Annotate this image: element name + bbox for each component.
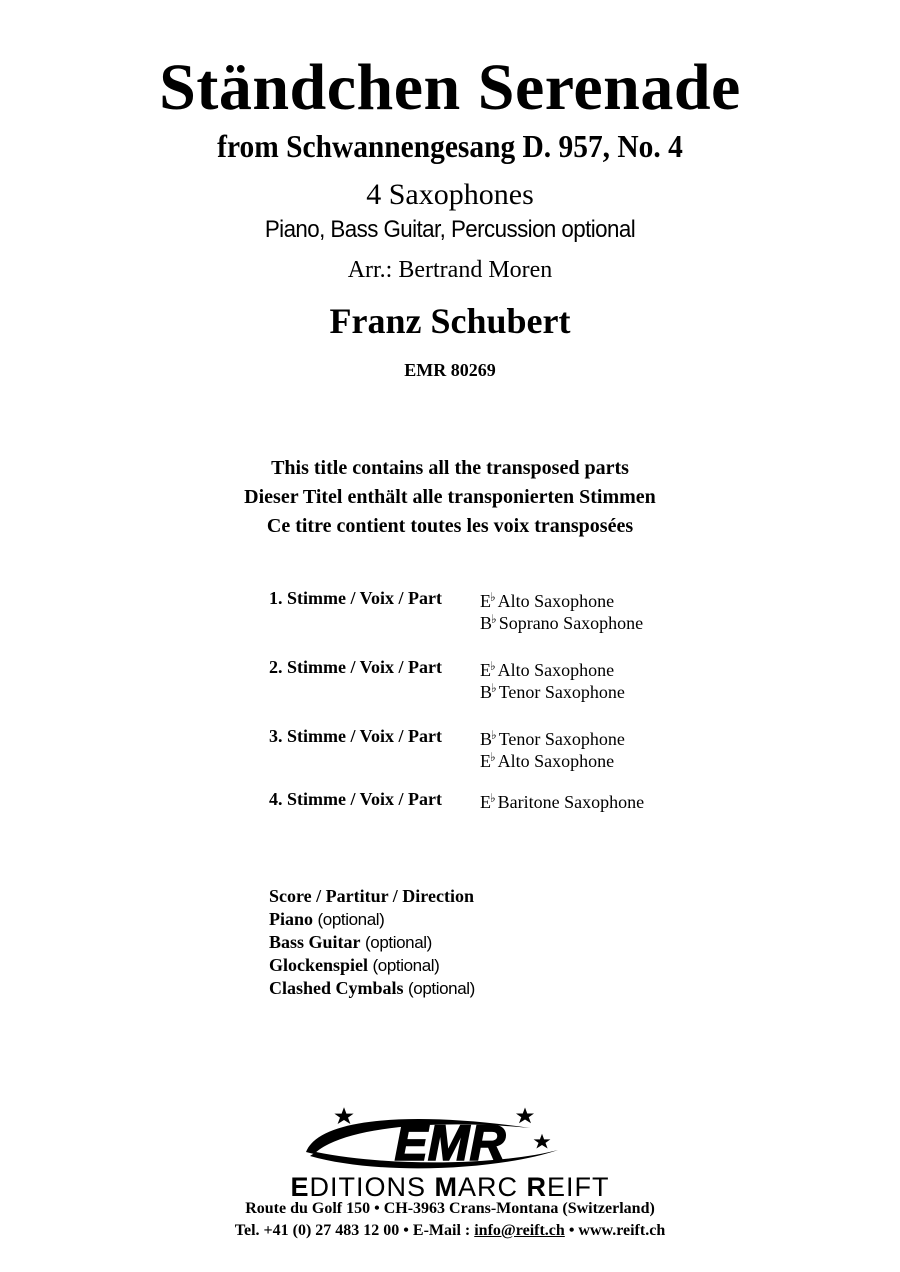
contents-item [269, 977, 475, 1000]
email-link[interactable]: info@reift.ch [474, 1222, 565, 1239]
part-label: 2. Stimme / Voix / Part [269, 657, 442, 677]
contact-line [0, 1220, 900, 1242]
instrument-name: Tenor Saxophone [498, 729, 625, 749]
part-instruments [480, 588, 643, 632]
part-instrument [480, 588, 643, 610]
contents-note: (optional) [317, 910, 385, 929]
part-instrument [480, 789, 644, 811]
flat-icon: ♭ [491, 612, 497, 626]
transposition-notes [0, 454, 900, 541]
brand-rest: ARC [458, 1172, 519, 1202]
key-letter: B [480, 682, 493, 702]
part-row [269, 789, 869, 813]
contents-note: (optional) [372, 956, 440, 975]
key-letter: E [480, 751, 491, 771]
address-line: Route du Golf 150 • CH-3963 Crans-Montana (Switzerland) [245, 1200, 655, 1217]
contents-label: Piano [269, 909, 314, 929]
tel-text: Tel. +41 (0) 27 483 12 00 • E-Mail : [234, 1222, 475, 1239]
contents-label: Score / Partitur / Direction [269, 886, 474, 906]
brand-rest: DITIONS [309, 1172, 426, 1202]
part-instruments [480, 726, 625, 770]
flat-icon: ♭ [490, 791, 496, 805]
note-line-fr: Ce titre contient toutes les voix transposées [266, 515, 634, 537]
parts-list [269, 588, 869, 846]
brand-initial: R [526, 1172, 548, 1202]
part-instrument [480, 657, 625, 679]
star-icon [334, 1107, 353, 1124]
star-icon [516, 1108, 534, 1124]
arranger: Arr.: Bertrand Moren [347, 257, 553, 283]
note-line-en: This title contains all the transposed parts [271, 457, 629, 479]
brand-initial: M [434, 1172, 458, 1202]
part-row [269, 726, 869, 771]
instrument-name: Alto Saxophone [497, 660, 615, 680]
part-label: 3. Stimme / Voix / Part [269, 726, 442, 746]
part-instrument [480, 679, 625, 701]
contents-label: Clashed Cymbals [269, 978, 404, 998]
contents-item [269, 908, 475, 931]
composer: Franz Schubert [329, 301, 571, 341]
key-letter: E [480, 660, 491, 680]
contents-label: Glockenspiel [269, 955, 369, 975]
instrument-name: Baritone Saxophone [497, 792, 645, 812]
instrument-name: Alto Saxophone [497, 591, 615, 611]
flat-icon: ♭ [490, 590, 496, 604]
brand-initial: E [290, 1172, 310, 1202]
instrument-name: Alto Saxophone [497, 751, 615, 771]
note-line-de: Dieser Titel enthält alle transponierten Stimmen [244, 486, 656, 508]
key-letter: B [480, 729, 493, 749]
flat-icon: ♭ [490, 750, 496, 764]
contents-item [269, 954, 475, 977]
part-instrument [480, 726, 625, 748]
part-instruments [480, 657, 625, 701]
contents-note: (optional) [408, 979, 475, 998]
contents-label: Bass Guitar [269, 932, 361, 952]
part-label: 1. Stimme / Voix / Part [269, 588, 442, 608]
part-row [269, 657, 869, 702]
part-instruments [480, 789, 644, 811]
instrument-name: Soprano Saxophone [498, 613, 644, 633]
key-letter: B [480, 613, 493, 633]
flat-icon: ♭ [491, 728, 497, 742]
part-instrument [480, 610, 643, 632]
flat-icon: ♭ [490, 659, 496, 673]
contents-item [269, 931, 475, 954]
flat-icon: ♭ [491, 681, 497, 695]
part-row [269, 588, 869, 633]
contents-note: (optional) [365, 933, 432, 952]
part-instrument [480, 748, 625, 770]
part-label: 4. Stimme / Voix / Part [269, 789, 442, 809]
contents-item [269, 885, 475, 908]
instrument-name: Tenor Saxophone [498, 682, 625, 702]
instrumentation: 4 Saxophones [366, 178, 534, 211]
title: Ständchen Serenade [159, 51, 741, 124]
brand-rest: EIFT [547, 1172, 610, 1202]
publisher-address [0, 1198, 900, 1242]
optional-instruments: Piano, Bass Guitar, Percussion optional [264, 216, 636, 243]
star-icon [534, 1134, 551, 1149]
edition-number: EMR 80269 [404, 360, 496, 380]
emr-logo [300, 1106, 600, 1174]
key-letter: E [480, 792, 491, 812]
web-text: • www.reift.ch [564, 1222, 666, 1239]
key-letter: E [480, 591, 491, 611]
logo-text: EMR [394, 1115, 506, 1171]
contents-list [269, 885, 475, 1000]
subtitle: from Schwannengesang D. 957, No. 4 [217, 128, 683, 164]
